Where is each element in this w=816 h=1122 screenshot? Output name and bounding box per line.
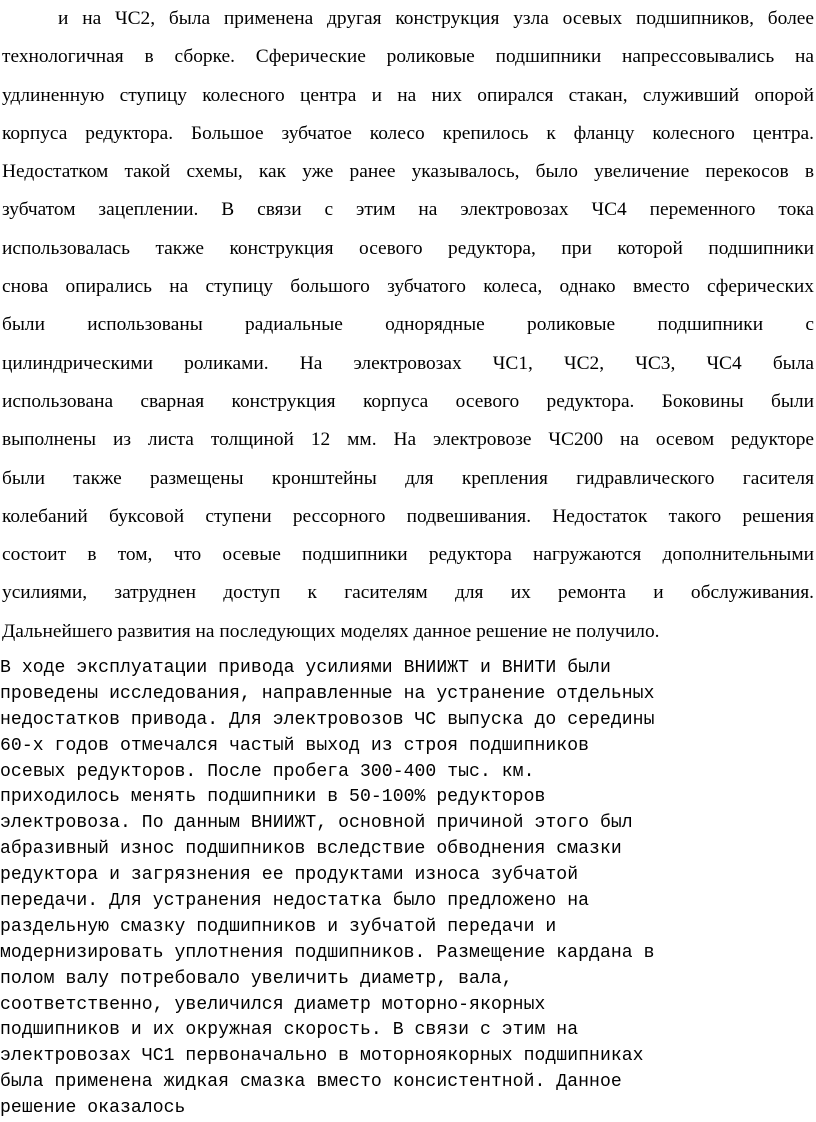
paragraph-line: приходилось менять подшипники в 50-100% редукторов	[0, 787, 546, 808]
paragraph-line: цилиндрическими роликами. На электровозах ЧС1, ЧС2, ЧС3, ЧС4 была	[2, 352, 814, 374]
paragraph-line: подшипников и их окружная скорость. В связи с этим на	[0, 1020, 579, 1041]
paragraph-line: колебаний буксовой ступени рессорного подвешивания. Недостаток такого решения	[2, 505, 814, 527]
paragraph-line: состоит в том, что осевые подшипники редуктора нагружаются дополнительными	[2, 544, 814, 566]
paragraph-line: и на ЧС2, была применена другая конструкция узла осевых подшипников, более	[58, 8, 814, 29]
paragraph-line: В ходе эксплуатации привода усилиями ВНИИЖТ и ВНИТИ были	[0, 658, 611, 678]
paragraph-line: решение оказалось	[0, 1098, 186, 1119]
paragraph-line: использовалась также конструкция осевого редуктора, при которой подшипники	[2, 237, 814, 259]
paragraph-line: усилиями, затруднен доступ к гасителям для их ремонта и обслуживания.	[2, 582, 814, 604]
paragraph-line: раздельную смазку подшипников и зубчатой передачи и	[0, 916, 557, 937]
paragraph-line: Недостатком такой схемы, как уже ранее указывалось, было увеличение перекосов в	[2, 161, 814, 183]
paragraph-line: были также размещены кронштейны для крепления гидравлического гасителя	[2, 467, 814, 489]
paragraph-line: были использованы радиальные однорядные роликовые подшипники с	[2, 314, 814, 336]
paragraph-line: зубчатом зацеплении. В связи с этим на электровозах ЧС4 переменного тока	[2, 199, 814, 221]
paragraph-line: недостатков привода. Для электровозов ЧС выпуска до середины	[0, 709, 655, 730]
paragraph-line: снова опирались на ступицу большого зубчатого колеса, однако вместо сферических	[2, 276, 814, 298]
paragraph-line: технологичная в сборке. Сферические роликовые подшипники напрессовывались на	[2, 46, 814, 68]
paragraph-line: корпуса редуктора. Большое зубчатое колесо крепилось к фланцу колесного центра.	[2, 122, 814, 144]
paragraph-line: Дальнейшего развития на последующих моделях данное решение не получило.	[2, 620, 660, 642]
paragraph-line: 60-х годов отмечался частый выход из строя подшипников	[0, 735, 590, 756]
paragraph-line: модернизировать уплотнения подшипников. Размещение кардана в	[0, 942, 655, 963]
paragraph-line: редуктора и загрязнения ее продуктами износа зубчатой	[0, 865, 579, 886]
paragraph-line: выполнены из листа толщиной 12 мм. На электровозе ЧС200 на осевом редукторе	[2, 429, 814, 451]
paragraph-line: удлиненную ступицу колесного центра и на них опирался стакан, служивший опорой	[2, 84, 814, 106]
paragraph-line: полом валу потребовало увеличить диаметр, вала,	[0, 968, 513, 989]
paragraph-line: абразивный износ подшипников вследствие обводнения смазки	[0, 839, 622, 860]
paragraph-line: соответственно, увеличился диаметр моторно-якорных	[0, 994, 546, 1015]
paragraph-operation-research	[0, 656, 816, 1122]
paragraph-line: использована сварная конструкция корпуса осевого редуктора. Боковины были	[2, 390, 814, 412]
paragraph-line: осевых редукторов. После пробега 300-400 тыс. км.	[0, 761, 535, 782]
paragraph-line: электровозах ЧС1 первоначально в моторноякорных подшипниках	[0, 1046, 644, 1067]
paragraph-line: электровоза. По данным ВНИИЖТ, основной причиной этого был	[0, 813, 633, 834]
paragraph-axle-bearing-design	[2, 0, 814, 651]
paragraph-line: проведены исследования, направленные на устранение отдельных	[0, 683, 655, 704]
paragraph-line: передачи. Для устранения недостатка было предложено на	[0, 891, 590, 912]
paragraph-line: была применена жидкая смазка вместо консистентной. Данное	[0, 1072, 622, 1093]
